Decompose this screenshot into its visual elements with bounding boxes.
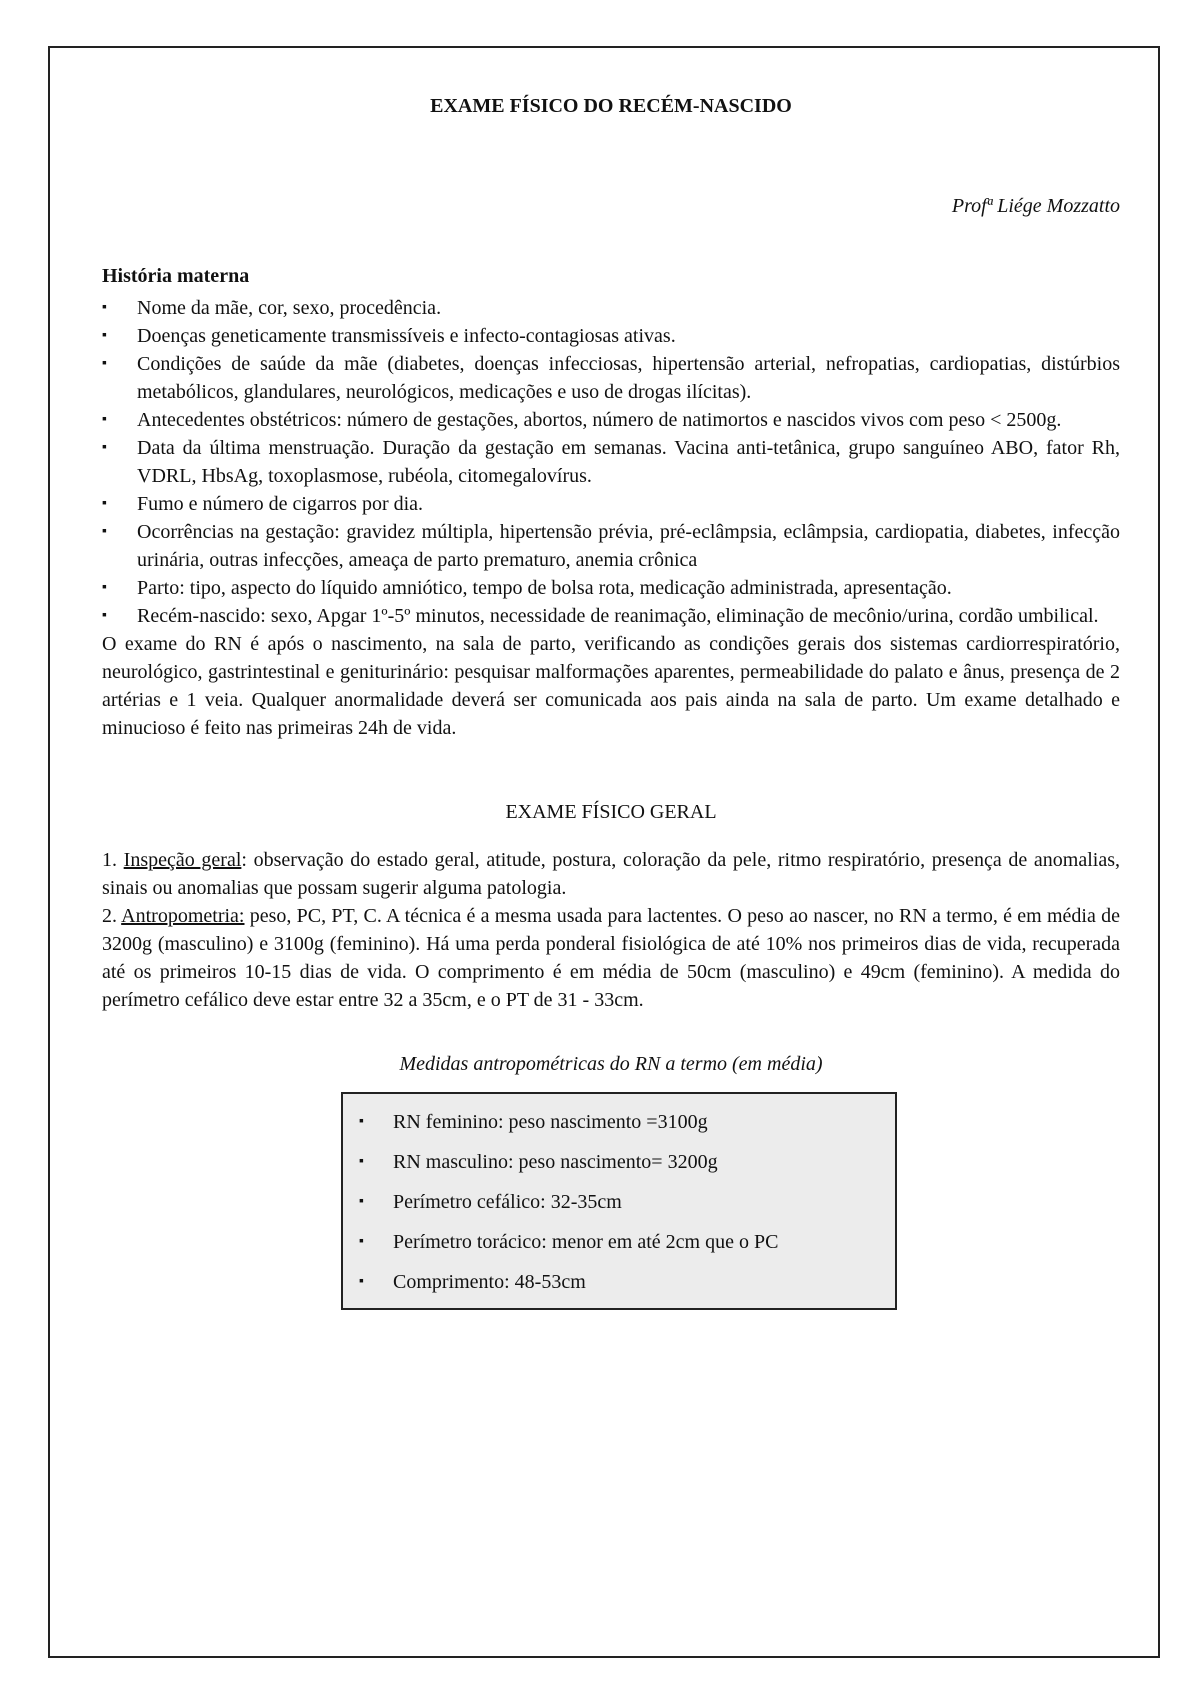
list-item: ▪ Parto: tipo, aspecto do líquido amniótico, tempo de bolsa rota, medicação administrada, apresentação.	[102, 574, 1120, 602]
list-item: ▪ Data da última menstruação. Duração da gestação em semanas. Vacina anti-tetânica, grupo sanguíneo ABO, fator Rh, VDRL, HbsAg, toxoplasmose, rubéola, citomegalovírus.	[102, 434, 1120, 490]
list-item: ▪ Ocorrências na gestação: gravidez múltipla, hipertensão prévia, pré-eclâmpsia, eclâmpsia, cardiopatia, diabetes, infecção urinária, outras infecções, ameaça de parto prematuro, anemia crônica	[102, 518, 1120, 574]
list-item: ▪ Condições de saúde da mãe (diabetes, doenças infecciosas, hipertensão arterial, nefropatias, cardiopatias, distúrbios metabólicos, glandulares, neurológicos, medicações e uso de drogas ilícitas).	[102, 350, 1120, 406]
author: Profª Liége Mozzatto	[951, 195, 1120, 217]
bullet-icon: ▪	[359, 1274, 364, 1289]
antropometria-label: Antropometria:	[121, 905, 245, 927]
bullet-icon: ▪	[359, 1194, 364, 1209]
list-item: ▪ RN masculino: peso nascimento= 3200g	[357, 1142, 885, 1182]
list-item: ▪ Fumo e número de cigarros por dia.	[102, 490, 1120, 518]
item-number: 2.	[102, 905, 117, 927]
bullet-icon: ▪	[359, 1154, 364, 1169]
measurements-list	[357, 1102, 885, 1302]
bullet-icon: ▪	[102, 412, 107, 427]
inspecao-text: : observação do estado geral, atitude, postura, coloração da pele, ritmo respiratório, presença de anomalias, sinais ou anomalias que possam sugerir alguma patologia.	[102, 849, 1120, 899]
bullet-icon: ▪	[359, 1114, 364, 1129]
bullet-icon: ▪	[102, 356, 107, 371]
section-heading-exame-geral: EXAME FÍSICO GERAL	[505, 801, 717, 823]
bullet-icon: ▪	[102, 580, 107, 595]
document-content	[102, 92, 1120, 1310]
section-heading-historia: História materna	[102, 265, 250, 287]
bullet-icon: ▪	[102, 496, 107, 511]
list-item: ▪ Recém-nascido: sexo, Apgar 1º-5º minutos, necessidade de reanimação, eliminação de mecônio/urina, cordão umbilical.	[102, 602, 1120, 630]
inspecao-paragraph	[102, 846, 1120, 902]
list-item: ▪ RN feminino: peso nascimento =3100g	[357, 1102, 885, 1142]
historia-list	[102, 294, 1120, 630]
antropometria-paragraph	[102, 902, 1120, 1014]
list-item: ▪ Perímetro cefálico: 32-35cm	[357, 1182, 885, 1222]
list-item: ▪ Perímetro torácico: menor em até 2cm que o PC	[357, 1222, 885, 1262]
intro-paragraph: O exame do RN é após o nascimento, na sala de parto, verificando as condições gerais dos sistemas cardiorrespiratório, neurológico, gastrintestinal e geniturinário: pesquisar malformações aparentes, permeabilidade do palato e ânus, presença de 2 artérias e 1 veia. Qualquer anormalidade deverá ser comunicada aos pais ainda na sala de parto. Um exame detalhado e minucioso é feito nas primeiras 24h de vida.	[102, 633, 1120, 739]
item-number: 1.	[102, 849, 117, 871]
table-caption: Medidas antropométricas do RN a termo (em média)	[399, 1053, 823, 1075]
list-item: ▪ Comprimento: 48-53cm	[357, 1262, 885, 1302]
bullet-icon: ▪	[102, 440, 107, 455]
bullet-icon: ▪	[102, 300, 107, 315]
measurements-box	[341, 1092, 897, 1310]
list-item: ▪ Nome da mãe, cor, sexo, procedência.	[102, 294, 1120, 322]
bullet-icon: ▪	[102, 524, 107, 539]
antropometria-text: peso, PC, PT, C. A técnica é a mesma usada para lactentes. O peso ao nascer, no RN a termo, é em média de 3200g (masculino) e 3100g (feminino). Há uma perda ponderal fisiológica de até 10% nos primeiros dias de vida, recuperada até os primeiros 10-15 dias de vida. O comprimento é em média de 50cm (masculino) e 49cm (feminino). A medida do perímetro cefálico deve estar entre 32 a 35cm, e o PT de 31 - 33cm.	[102, 905, 1120, 1011]
list-item: ▪ Doenças geneticamente transmissíveis e infecto-contagiosas ativas.	[102, 322, 1120, 350]
bullet-icon: ▪	[102, 608, 107, 623]
bullet-icon: ▪	[359, 1234, 364, 1249]
bullet-icon: ▪	[102, 328, 107, 343]
list-item: ▪ Antecedentes obstétricos: número de gestações, abortos, número de natimortos e nascidos vivos com peso < 2500g.	[102, 406, 1120, 434]
page-title: EXAME FÍSICO DO RECÉM-NASCIDO	[430, 95, 792, 117]
inspecao-label: Inspeção geral	[123, 849, 242, 871]
